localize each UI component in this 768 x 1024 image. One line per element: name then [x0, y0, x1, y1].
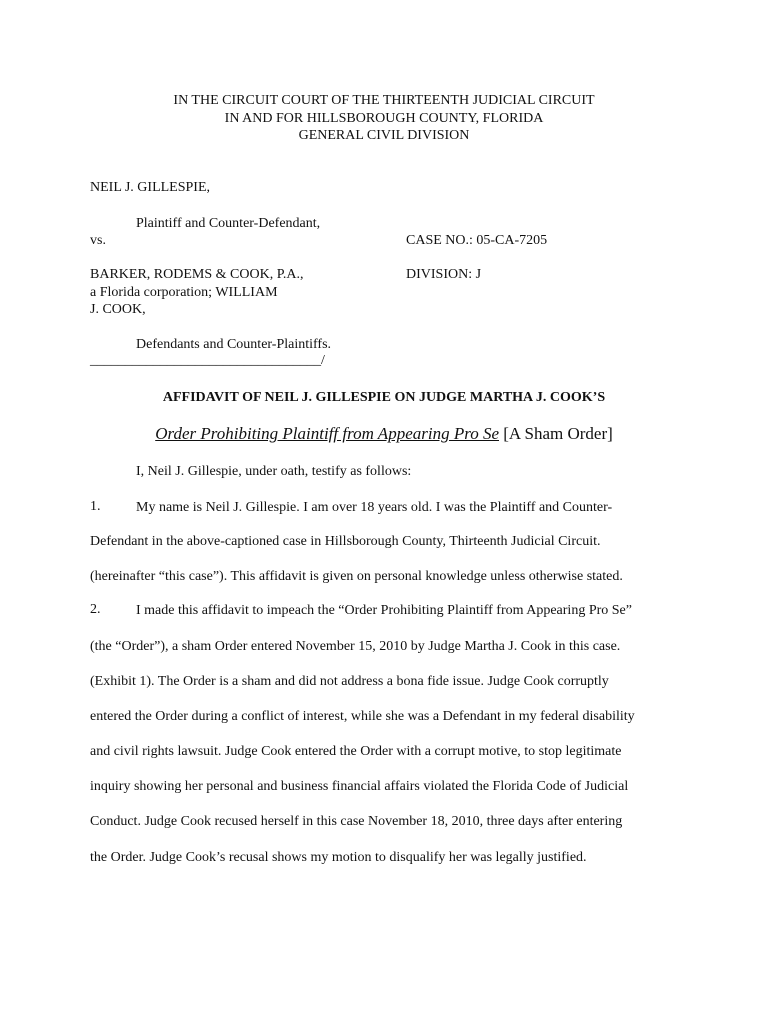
- paragraph-2-line-2: (the “Order”), a sham Order entered November 15, 2010 by Judge Martha J. Cook in this case.: [90, 639, 621, 654]
- division-label: DIVISION: J: [406, 267, 482, 282]
- paragraph-number-2: 2.: [90, 602, 101, 617]
- case-number: CASE NO.: 05-CA-7205: [406, 233, 548, 248]
- defendant-line-1: BARKER, RODEMS & COOK, P.A.,: [90, 267, 304, 282]
- plaintiff-name: NEIL J. GILLESPIE,: [90, 180, 211, 195]
- plaintiff-role: Plaintiff and Counter-Defendant,: [136, 216, 321, 231]
- paragraph-1-line-2: Defendant in the above-captioned case in Hillsborough County, Thirteenth Judicial Circuit.: [90, 534, 601, 549]
- affidavit-subtitle: [0, 424, 768, 444]
- defendant-line-2: a Florida corporation; WILLIAM: [90, 285, 278, 300]
- affidavit-title: AFFIDAVIT OF NEIL J. GILLESPIE ON JUDGE MARTHA J. COOK’S: [162, 390, 606, 405]
- paragraph-2-line-6: inquiry showing her personal and business financial affairs violated the Florida Code of Judicial: [90, 779, 629, 794]
- paragraph-2-line-1: I made this affidavit to impeach the “Order Prohibiting Plaintiff from Appearing Pro Se”: [136, 603, 632, 618]
- oath-line: I, Neil J. Gillespie, under oath, testify as follows:: [136, 464, 412, 479]
- paragraph-1-line-1: My name is Neil J. Gillespie. I am over 18 years old. I was the Plaintiff and Counter-: [136, 500, 613, 515]
- caption-rule: _________________________________/: [90, 353, 325, 368]
- order-title: Order Prohibiting Plaintiff from Appearing Pro Se: [155, 424, 499, 443]
- versus-label: vs.: [90, 233, 106, 248]
- paragraph-number-1: 1.: [90, 499, 101, 514]
- paragraph-2-line-3: (Exhibit 1). The Order is a sham and did not address a bona fide issue. Judge Cook corruptly: [90, 674, 609, 689]
- paragraph-2-line-5: and civil rights lawsuit. Judge Cook entered the Order with a corrupt motive, to stop legitimate: [90, 744, 622, 759]
- defendant-role: Defendants and Counter-Plaintiffs.: [136, 337, 332, 352]
- paragraph-2-line-4: entered the Order during a conflict of interest, while she was a Defendant in my federal disability: [90, 709, 635, 724]
- order-descriptor: [A Sham Order]: [499, 424, 613, 443]
- defendant-line-3: J. COOK,: [90, 302, 146, 317]
- court-name-line: IN THE CIRCUIT COURT OF THE THIRTEENTH JUDICIAL CIRCUIT: [173, 93, 595, 108]
- court-county-line: IN AND FOR HILLSBOROUGH COUNTY, FLORIDA: [224, 110, 544, 126]
- paragraph-2-line-8: the Order. Judge Cook’s recusal shows my motion to disqualify her was legally justified.: [90, 850, 587, 865]
- court-division-line: GENERAL CIVIL DIVISION: [298, 128, 470, 143]
- paragraph-1-line-3: (hereinafter “this case”). This affidavit is given on personal knowledge unless otherwise stated.: [90, 569, 623, 584]
- court-header: [0, 92, 768, 145]
- paragraph-2-line-7: Conduct. Judge Cook recused herself in this case November 18, 2010, three days after entering: [90, 814, 623, 829]
